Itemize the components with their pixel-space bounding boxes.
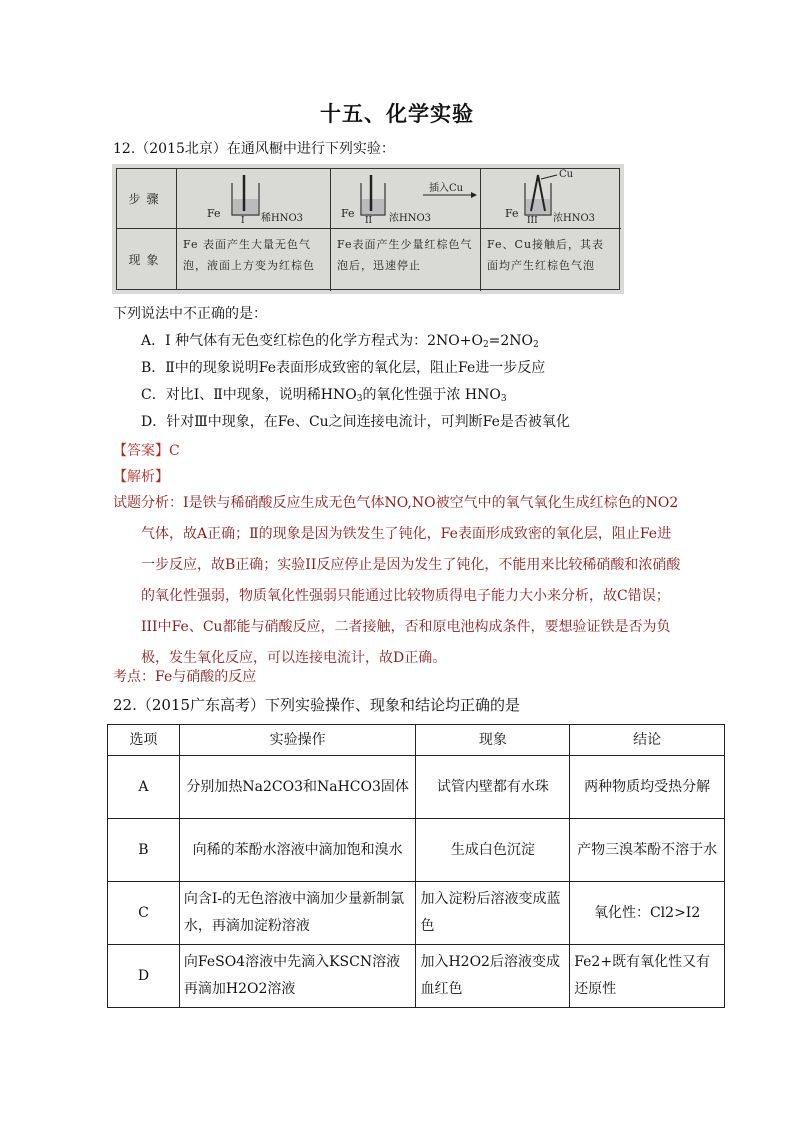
header-operation: 实验操作 (179, 725, 416, 756)
row-b-conclusion: 产物三溴苯酚不溶于水 (570, 819, 725, 882)
beaker-1-icon (177, 169, 329, 227)
answer-line: 【答案】C (113, 443, 180, 459)
row-d-conclusion: Fe2+既有氧化性又有还原性 (570, 945, 725, 1008)
step-3-extra: Cu (559, 169, 574, 180)
row-a-phenomenon: 试管内壁都有水珠 (416, 756, 570, 819)
step-1-diagram (177, 169, 331, 229)
step-1-acid: 稀HNO3 (261, 213, 304, 224)
step-1-metal: Fe (207, 207, 221, 220)
row-d-phenomenon: 加入H2O2后溶液变成血红色 (416, 945, 570, 1008)
row-b-phenomenon: 生成白色沉淀 (416, 819, 570, 882)
phenomenon-1: Fe 表面产生大量无色气泡，液面上方变为红棕色 (177, 229, 331, 291)
step-2-roman: II (365, 216, 373, 226)
row-a-option: A (108, 756, 180, 819)
table-row (108, 819, 725, 882)
q22-table (107, 724, 725, 1008)
step-2-metal: Fe (341, 207, 355, 220)
row-c-operation: 向含I-的无色溶液中滴加少量新制氯水，再滴加淀粉溶液 (179, 882, 416, 945)
phenomenon-3: Fe、Cu接触后，其表面均产生红棕色气泡 (487, 238, 605, 272)
step-3-roman: III (527, 216, 538, 226)
row-c-phenomenon: 加入淀粉后溶液变成蓝色 (416, 882, 570, 945)
step-2-arrow-label: 插入Cu (429, 183, 464, 194)
option-c: C．对比Ⅰ、Ⅱ中现象，说明稀$HNO_3$的氧化性强于浓 $HNO_3$ (141, 387, 507, 404)
q22-stem: 22.（2015广东高考）下列实验操作、现象和结论均正确的是 (113, 696, 521, 714)
fig-label-step: 步骤 (117, 169, 177, 229)
step-2-acid: 浓HNO3 (389, 213, 432, 224)
option-a: A．Ⅰ 种气体有无色变红棕色的化学方程式为：$2NO+O_2=2NO_2$ (141, 333, 539, 350)
beaker-3-icon (481, 169, 619, 227)
step-3-diagram (481, 169, 621, 229)
row-c-option: C (108, 882, 180, 945)
page-title: 十五、化学实验 (320, 101, 474, 126)
row-d-option: D (108, 945, 180, 1008)
row-b-option: B (108, 819, 180, 882)
step-3-acid: 浓HNO3 (553, 213, 596, 224)
header-conclusion: 结论 (570, 725, 725, 756)
kaodian: 考点：Fe与硝酸的反应 (113, 669, 257, 685)
header-option: 选项 (108, 725, 180, 756)
phenomenon-2: Fe表面产生少量红棕色气泡后，迅速停止 (331, 229, 481, 291)
table-header-row (108, 725, 725, 756)
experiment-figure (112, 164, 624, 294)
step-3-metal: Fe (505, 207, 519, 220)
step-2-diagram (331, 169, 481, 229)
analysis-text: 试题分析：Ⅰ是铁与稀硝酸反应生成无色气体NO,NO被空气中的氧气氧化生成红棕色的NO2气体，故A正确；Ⅱ的现象是因为铁发生了钝化，Fe表面形成致密的氧化层，阻止Fe进一步反应，故B正确；实验II反应停止是因为发生了钝化，不能用来比较稀硝酸和浓硝酸的氧化性强弱，物质氧化性强弱只能通过比较物质得电子能力大小来分析，故C错误；III中Fe、Cu都能与硝酸反应，二者接触，否和原电池构成条件，要想验证铁是否为负极，发生氧化反应，可以连接电流计，故D正确。 (113, 495, 681, 666)
row-d-operation: 向FeSO4溶液中先滴入KSCN溶液再滴加H2O2溶液 (179, 945, 416, 1008)
q12-prompt: 下列说法中不正确的是： (113, 306, 267, 322)
row-b-operation: 向稀的苯酚水溶液中滴加饱和溴水 (179, 819, 416, 882)
analysis-tag: 【解析】 (113, 469, 169, 485)
row-a-conclusion: 两种物质均受热分解 (570, 756, 725, 819)
option-b: B．Ⅱ中的现象说明Fe表面形成致密的氧化层，阻止Fe进一步反应 (141, 360, 546, 376)
table-row (108, 945, 725, 1008)
row-c-conclusion: 氧化性：Cl2>I2 (570, 882, 725, 945)
fig-label-phenomenon: 现象 (117, 229, 177, 289)
q12-stem: 12.（2015北京）在通风橱中进行下列实验： (113, 141, 395, 157)
row-a-operation: 分别加热Na2CO3和NaHCO3固体 (179, 756, 416, 819)
header-phenomenon: 现象 (416, 725, 570, 756)
step-1-roman: I (241, 216, 245, 226)
table-row (108, 882, 725, 945)
option-d: D．针对Ⅲ中现象，在Fe、Cu之间连接电流计，可判断Fe是否被氧化 (141, 414, 570, 430)
table-row (108, 756, 725, 819)
